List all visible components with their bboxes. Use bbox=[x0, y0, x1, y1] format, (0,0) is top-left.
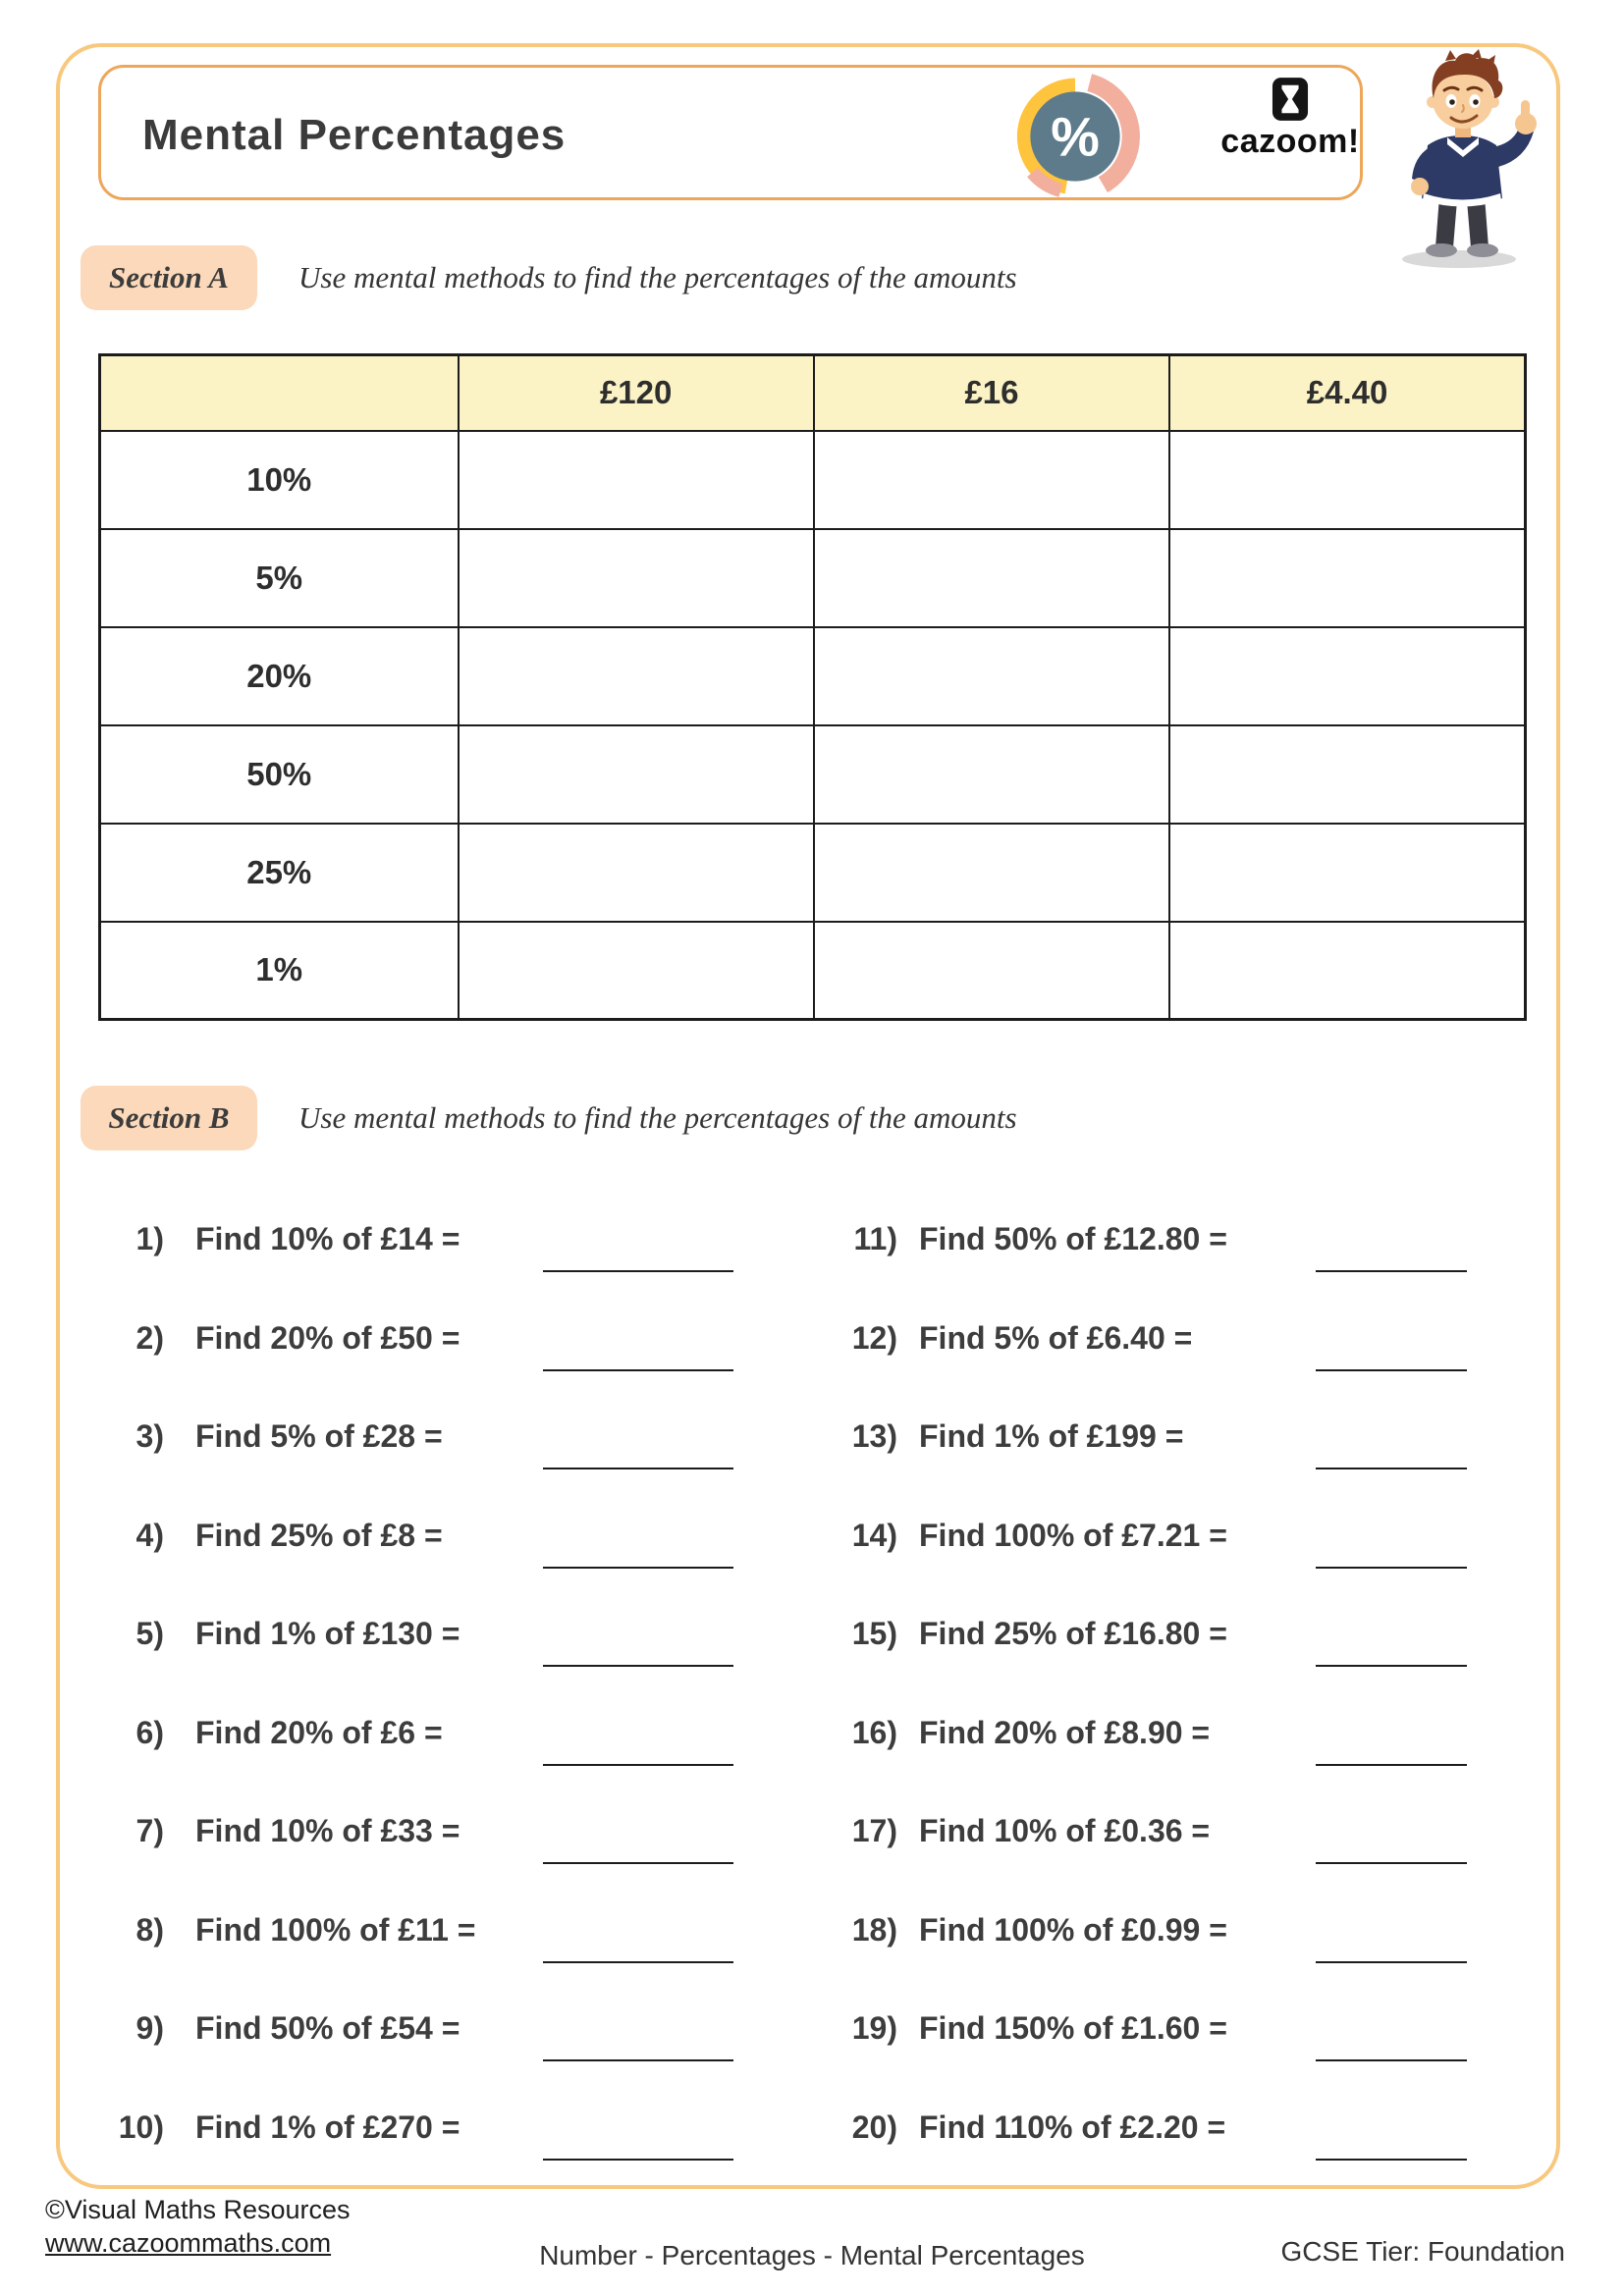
percent-symbol: % bbox=[1051, 106, 1100, 168]
question-row bbox=[103, 1217, 830, 1315]
question-row bbox=[103, 1415, 830, 1513]
question-number: 15) bbox=[851, 1616, 897, 1651]
question-number: 20) bbox=[851, 2109, 897, 2145]
answer-cell bbox=[814, 431, 1169, 529]
answer-line bbox=[543, 1468, 733, 1469]
question-row bbox=[842, 1217, 1530, 1315]
answer-cell bbox=[459, 922, 814, 1020]
answer-cell bbox=[1169, 627, 1525, 725]
question-row bbox=[842, 2106, 1530, 2204]
question-number: 13) bbox=[851, 1418, 897, 1454]
answer-cell bbox=[459, 725, 814, 824]
answer-line bbox=[543, 1567, 733, 1569]
table-row bbox=[100, 922, 1526, 1020]
question-number: 10) bbox=[118, 2109, 164, 2145]
answer-cell bbox=[459, 529, 814, 627]
question-number: 17) bbox=[851, 1813, 897, 1848]
answer-cell bbox=[1169, 922, 1525, 1020]
table-row bbox=[100, 627, 1526, 725]
question-number: 7) bbox=[135, 1813, 164, 1848]
question-number: 16) bbox=[851, 1715, 897, 1750]
answer-line bbox=[1316, 2059, 1467, 2061]
question-text: Find 50% of £12.80 = bbox=[919, 1221, 1227, 1256]
answer-line bbox=[543, 1961, 733, 1963]
question-text: Find 100% of £0.99 = bbox=[919, 1912, 1227, 1948]
question-number: 12) bbox=[851, 1320, 897, 1356]
table-row-header: 20% bbox=[100, 627, 459, 725]
answer-line bbox=[543, 2059, 733, 2061]
question-row bbox=[842, 1711, 1530, 1809]
question-row bbox=[103, 1612, 830, 1710]
section-a-label: Section A bbox=[81, 245, 257, 310]
answer-cell bbox=[814, 529, 1169, 627]
table-row bbox=[100, 529, 1526, 627]
answer-line bbox=[1316, 2159, 1467, 2161]
cazoom-logo-text: cazoom! bbox=[1220, 123, 1360, 160]
answer-cell bbox=[1169, 529, 1525, 627]
question-text: Find 20% of £8.90 = bbox=[919, 1715, 1211, 1750]
question-number: 18) bbox=[851, 1912, 897, 1948]
answer-cell bbox=[814, 725, 1169, 824]
question-row bbox=[103, 1809, 830, 1907]
answer-line bbox=[1316, 1567, 1467, 1569]
question-row bbox=[103, 2106, 830, 2204]
header bbox=[98, 65, 1363, 200]
answer-line bbox=[1316, 1961, 1467, 1963]
table-row bbox=[100, 824, 1526, 922]
question-row bbox=[842, 1612, 1530, 1710]
question-number: 14) bbox=[851, 1518, 897, 1553]
question-number: 8) bbox=[135, 1912, 164, 1948]
footer-tier-label: GCSE Tier: Foundation bbox=[1280, 2236, 1565, 2267]
answer-line bbox=[1316, 1369, 1467, 1371]
answer-line bbox=[543, 1270, 733, 1272]
question-row bbox=[842, 1316, 1530, 1415]
table-row bbox=[100, 431, 1526, 529]
answer-cell bbox=[459, 824, 814, 922]
question-text: Find 20% of £50 = bbox=[195, 1320, 460, 1356]
page-title: Mental Percentages bbox=[142, 111, 567, 159]
question-row bbox=[103, 1316, 830, 1415]
question-text: Find 110% of £2.20 = bbox=[919, 2109, 1226, 2145]
question-number: 11) bbox=[853, 1221, 897, 1256]
table-col-header: £120 bbox=[459, 355, 814, 431]
section-b-label: Section B bbox=[81, 1086, 257, 1150]
table-col-header: £4.40 bbox=[1169, 355, 1525, 431]
footer-topic-label: Number - Percentages - Mental Percentages bbox=[539, 2240, 1085, 2270]
answer-cell bbox=[1169, 725, 1525, 824]
answer-line bbox=[1316, 1270, 1467, 1272]
answer-cell bbox=[459, 431, 814, 529]
answer-line bbox=[543, 1369, 733, 1371]
question-text: Find 100% of £7.21 = bbox=[919, 1518, 1227, 1553]
answer-cell bbox=[814, 627, 1169, 725]
answer-cell bbox=[1169, 431, 1525, 529]
answer-cell bbox=[814, 922, 1169, 1020]
section-b-instruction: Use mental methods to find the percentages of the amounts bbox=[298, 1100, 1017, 1135]
question-number: 2) bbox=[135, 1320, 164, 1356]
question-row bbox=[842, 1514, 1530, 1612]
answer-line bbox=[543, 1862, 733, 1864]
question-text: Find 150% of £1.60 = bbox=[919, 2010, 1227, 2046]
question-text: Find 25% of £16.80 = bbox=[919, 1616, 1227, 1651]
answer-line bbox=[1316, 1665, 1467, 1667]
cazoom-logo-icon bbox=[1272, 77, 1309, 122]
percent-badge-icon bbox=[1005, 67, 1145, 206]
answer-line bbox=[543, 2159, 733, 2161]
question-number: 5) bbox=[135, 1616, 164, 1651]
question-row bbox=[103, 1514, 830, 1612]
question-text: Find 1% of £199 = bbox=[919, 1418, 1184, 1454]
question-row bbox=[103, 1908, 830, 2006]
question-row bbox=[842, 2006, 1530, 2105]
question-row bbox=[842, 1415, 1530, 1513]
question-text: Find 1% of £130 = bbox=[195, 1616, 460, 1651]
answer-cell bbox=[814, 824, 1169, 922]
cazoom-logo bbox=[1218, 77, 1363, 161]
question-text: Find 1% of £270 = bbox=[195, 2109, 460, 2145]
question-text: Find 5% of £6.40 = bbox=[919, 1320, 1193, 1356]
question-text: Find 10% of £0.36 = bbox=[919, 1813, 1211, 1848]
table-corner-cell bbox=[100, 355, 459, 431]
answer-line bbox=[543, 1764, 733, 1766]
question-number: 3) bbox=[135, 1418, 164, 1454]
footer-website-link[interactable]: www.cazoommaths.com bbox=[45, 2228, 332, 2258]
table-row-header: 10% bbox=[100, 431, 459, 529]
question-text: Find 10% of £33 = bbox=[195, 1813, 460, 1848]
question-text: Find 50% of £54 = bbox=[195, 2010, 460, 2046]
question-text: Find 5% of £28 = bbox=[195, 1418, 443, 1454]
section-a-table bbox=[98, 353, 1527, 1021]
question-number: 4) bbox=[135, 1518, 164, 1553]
question-row bbox=[103, 2006, 830, 2105]
answer-line bbox=[543, 1665, 733, 1667]
question-text: Find 20% of £6 = bbox=[195, 1715, 443, 1750]
answer-cell bbox=[459, 627, 814, 725]
table-row-header: 5% bbox=[100, 529, 459, 627]
question-text: Find 25% of £8 = bbox=[195, 1518, 443, 1553]
table-row-header: 25% bbox=[100, 824, 459, 922]
cartoon-boy-illustration bbox=[1377, 49, 1553, 280]
question-number: 1) bbox=[135, 1221, 164, 1256]
footer-copyright: ©Visual Maths Resources bbox=[45, 2195, 351, 2224]
question-text: Find 100% of £11 = bbox=[195, 1912, 476, 1948]
table-col-header: £16 bbox=[814, 355, 1169, 431]
answer-cell bbox=[1169, 824, 1525, 922]
question-number: 6) bbox=[135, 1715, 164, 1750]
question-row bbox=[842, 1809, 1530, 1907]
question-row bbox=[103, 1711, 830, 1809]
table-row-header: 50% bbox=[100, 725, 459, 824]
answer-line bbox=[1316, 1764, 1467, 1766]
question-text: Find 10% of £14 = bbox=[195, 1221, 460, 1256]
question-row bbox=[842, 1908, 1530, 2006]
table-row bbox=[100, 725, 1526, 824]
answer-line bbox=[1316, 1862, 1467, 1864]
answer-line bbox=[1316, 1468, 1467, 1469]
question-number: 9) bbox=[135, 2010, 164, 2046]
section-a-instruction: Use mental methods to find the percentages of the amounts bbox=[298, 260, 1017, 294]
table-row-header: 1% bbox=[100, 922, 459, 1020]
question-number: 19) bbox=[851, 2010, 897, 2046]
table-header-row bbox=[100, 355, 1526, 431]
